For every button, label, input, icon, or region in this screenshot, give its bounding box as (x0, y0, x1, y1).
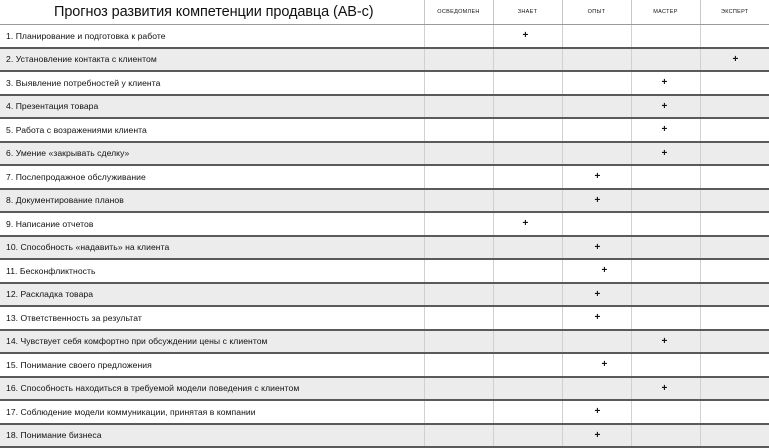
table-row (0, 330, 769, 354)
table-row (0, 236, 769, 260)
level-cell (493, 95, 562, 119)
level-mark: + (661, 124, 668, 136)
level-cell (631, 25, 700, 48)
level-cell (424, 353, 493, 377)
level-cell (700, 25, 769, 48)
level-cell (562, 377, 631, 401)
competency-label: 3. Выявление потребностей у клиента (0, 71, 424, 95)
competency-label: 8. Документирование планов (0, 189, 424, 213)
level-mark: + (594, 171, 601, 183)
competency-rows (0, 25, 769, 448)
level-cell (493, 118, 562, 142)
level-mark: + (594, 429, 601, 441)
level-cell (562, 142, 631, 166)
level-mark: + (661, 77, 668, 89)
level-cell (424, 95, 493, 119)
competency-label: 11. Бесконфликтность (0, 259, 424, 283)
level-cell (493, 283, 562, 307)
level-cell (493, 142, 562, 166)
level-header: ЗНАЕТ (493, 0, 562, 25)
level-cell (424, 424, 493, 448)
level-cell (631, 236, 700, 260)
level-cell (424, 212, 493, 236)
table-row (0, 306, 769, 330)
level-cell (631, 330, 700, 354)
level-cell (631, 95, 700, 119)
level-cell (562, 259, 631, 283)
table-row (0, 377, 769, 401)
table-row (0, 142, 769, 166)
level-cell (631, 353, 700, 377)
level-header: МАСТЕР (631, 0, 700, 25)
table-row (0, 283, 769, 307)
level-cell (631, 142, 700, 166)
competency-label: 7. Послепродажное обслуживание (0, 165, 424, 189)
level-mark: + (601, 265, 608, 277)
level-mark: + (661, 100, 668, 112)
level-cell (424, 25, 493, 48)
level-cell (562, 400, 631, 424)
level-cell (562, 189, 631, 213)
level-cell (493, 400, 562, 424)
level-cell (700, 212, 769, 236)
level-cell (493, 212, 562, 236)
level-mark: + (522, 30, 529, 42)
level-cell (700, 142, 769, 166)
level-cell (493, 424, 562, 448)
level-cell (562, 48, 631, 72)
level-cell (631, 212, 700, 236)
table-row (0, 212, 769, 236)
level-cell (631, 377, 700, 401)
competency-label: 4. Презентация товара (0, 95, 424, 119)
level-cell (700, 377, 769, 401)
competency-label: 9. Написание отчетов (0, 212, 424, 236)
competency-label: 18. Понимание бизнеса (0, 424, 424, 448)
level-cell (700, 189, 769, 213)
level-cell (493, 259, 562, 283)
competency-label: 1. Планирование и подготовка к работе (0, 25, 424, 48)
level-cell (631, 189, 700, 213)
level-cell (424, 142, 493, 166)
table-row (0, 424, 769, 448)
level-cell (631, 165, 700, 189)
level-mark: + (594, 194, 601, 206)
table-row (0, 25, 769, 48)
competency-label: 5. Работа с возражениями клиента (0, 118, 424, 142)
header-row (0, 0, 769, 25)
level-cell (493, 48, 562, 72)
level-cell (700, 48, 769, 72)
page-title: Прогноз развития компетенции продавца (АВ-с) (0, 0, 424, 25)
level-cell (562, 283, 631, 307)
level-cell (700, 330, 769, 354)
level-cell (700, 400, 769, 424)
level-cell (700, 306, 769, 330)
level-cell (631, 259, 700, 283)
level-header: ЭКСПЕРТ (700, 0, 769, 25)
level-cell (493, 71, 562, 95)
table-row (0, 353, 769, 377)
level-mark: + (661, 382, 668, 394)
level-cell (424, 71, 493, 95)
level-cell (700, 353, 769, 377)
level-cell (631, 71, 700, 95)
level-mark: + (661, 147, 668, 159)
competency-label: 17. Соблюдение модели коммуникации, принятая в компании (0, 400, 424, 424)
level-cell (493, 25, 562, 48)
level-cell (562, 212, 631, 236)
competency-label: 15. Понимание своего предложения (0, 353, 424, 377)
level-cell (493, 330, 562, 354)
level-cell (424, 377, 493, 401)
level-cell (700, 283, 769, 307)
level-cell (562, 306, 631, 330)
level-cell (424, 306, 493, 330)
level-cell (700, 259, 769, 283)
level-cell (562, 71, 631, 95)
level-mark: + (594, 312, 601, 324)
level-mark: + (732, 53, 739, 65)
level-cell (631, 118, 700, 142)
level-cell (424, 259, 493, 283)
level-cell (424, 165, 493, 189)
level-cell (631, 400, 700, 424)
level-cell (493, 165, 562, 189)
level-cell (493, 306, 562, 330)
level-cell (424, 48, 493, 72)
level-cell (631, 283, 700, 307)
level-cell (493, 353, 562, 377)
level-cell (493, 189, 562, 213)
level-cell (562, 236, 631, 260)
level-cell (493, 236, 562, 260)
table-row (0, 71, 769, 95)
level-header: ОСВЕДОМЛЕН (424, 0, 493, 25)
competency-label: 2. Установление контакта с клиентом (0, 48, 424, 72)
level-cell (700, 236, 769, 260)
level-cell (424, 400, 493, 424)
competency-label: 6. Умение «закрывать сделку» (0, 142, 424, 166)
level-mark: + (661, 335, 668, 347)
level-cell (631, 48, 700, 72)
level-cell (562, 25, 631, 48)
table-row (0, 118, 769, 142)
competency-label: 16. Способность находиться в требуемой модели поведения с клиентом (0, 377, 424, 401)
competency-label: 14. Чувствует себя комфортно при обсуждении цены с клиентом (0, 330, 424, 354)
table-row (0, 400, 769, 424)
level-mark: + (594, 241, 601, 253)
level-cell (631, 424, 700, 448)
table-row (0, 259, 769, 283)
level-cell (424, 330, 493, 354)
level-header: ОПЫТ (562, 0, 631, 25)
table-row (0, 165, 769, 189)
level-cell (424, 236, 493, 260)
level-cell (562, 165, 631, 189)
competency-label: 12. Раскладка товара (0, 283, 424, 307)
level-cell (424, 118, 493, 142)
level-mark: + (594, 288, 601, 300)
level-cell (700, 165, 769, 189)
level-cell (562, 330, 631, 354)
level-mark: + (594, 406, 601, 418)
table-row (0, 95, 769, 119)
level-cell (562, 424, 631, 448)
level-cell (700, 95, 769, 119)
level-cell (493, 377, 562, 401)
level-cell (631, 306, 700, 330)
competency-label: 10. Способность «надавить» на клиента (0, 236, 424, 260)
level-mark: + (601, 359, 608, 371)
level-cell (562, 95, 631, 119)
table-row (0, 48, 769, 72)
level-cell (562, 118, 631, 142)
level-cell (424, 283, 493, 307)
level-mark: + (522, 218, 529, 230)
table-row (0, 189, 769, 213)
level-cell (700, 71, 769, 95)
level-cell (424, 189, 493, 213)
level-cell (562, 353, 631, 377)
competency-label: 13. Ответственность за результат (0, 306, 424, 330)
level-cell (700, 118, 769, 142)
level-cell (700, 424, 769, 448)
